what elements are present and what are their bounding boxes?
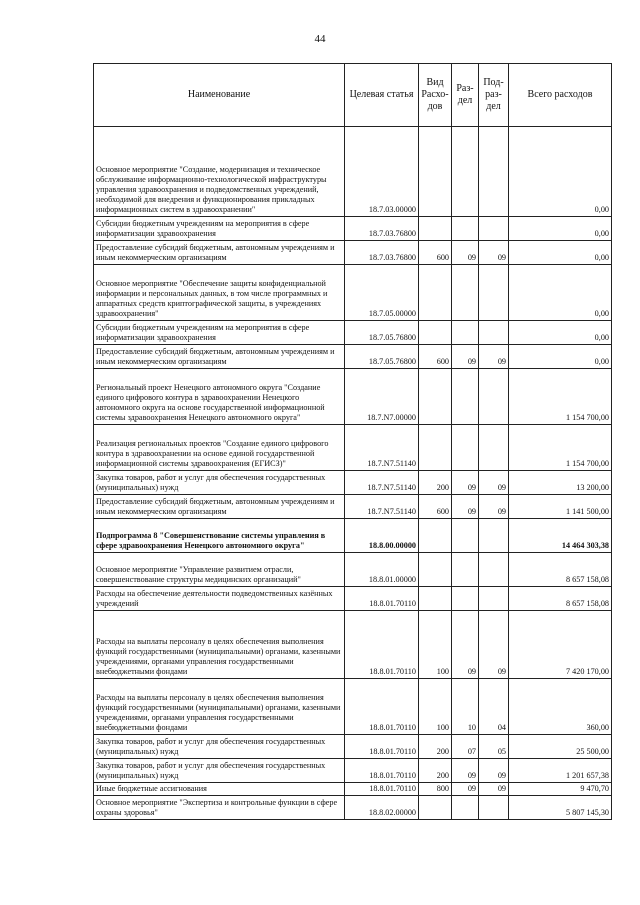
cell-target: 18.7.03.76800	[345, 241, 419, 265]
cell-subsection: 09	[479, 471, 509, 495]
table-row	[94, 425, 612, 471]
cell-section	[452, 321, 479, 345]
cell-subsection	[479, 425, 509, 471]
cell-total: 0,00	[509, 217, 612, 241]
cell-type: 100	[419, 611, 452, 679]
cell-target: 18.7.05.76800	[345, 345, 419, 369]
cell-type: 600	[419, 241, 452, 265]
cell-section	[452, 425, 479, 471]
cell-name: Предоставление субсидий бюджетным, автономным учреждениям и иным некоммерческим организациям	[94, 345, 345, 369]
cell-section	[452, 519, 479, 553]
table-row	[94, 759, 612, 783]
table-row	[94, 127, 612, 217]
cell-total: 7 420 170,00	[509, 611, 612, 679]
cell-subsection	[479, 127, 509, 217]
cell-section: 09	[452, 783, 479, 796]
table-row	[94, 345, 612, 369]
cell-type	[419, 425, 452, 471]
cell-name: Реализация региональных проектов "Создание единого цифрового контура в здравоохранении на основе единой государственной информационной системы здравоохранения (ЕГИСЗ)"	[94, 425, 345, 471]
cell-total: 360,00	[509, 679, 612, 735]
table-row	[94, 519, 612, 553]
cell-name: Субсидии бюджетным учреждениям на мероприятия в сфере информатизации здравоохранения	[94, 321, 345, 345]
cell-name: Региональный проект Ненецкого автономного округа "Создание единого цифрового контура в здравоохранении Ненецкого автономного округа на основе государственной информационной системы здравоохранения Ненецкого автономного округа"	[94, 369, 345, 425]
cell-target: 18.7.N7.51140	[345, 425, 419, 471]
cell-type	[419, 321, 452, 345]
cell-target: 18.8.01.70110	[345, 783, 419, 796]
cell-target: 18.7.05.76800	[345, 321, 419, 345]
header-subsection: Под-раз-дел	[479, 64, 509, 127]
cell-name: Предоставление субсидий бюджетным, автономным учреждениям и иным некоммерческим организациям	[94, 495, 345, 519]
cell-target: 18.8.01.70110	[345, 679, 419, 735]
table-row	[94, 783, 612, 796]
cell-section	[452, 553, 479, 587]
table-header-row	[94, 64, 612, 127]
cell-section: 10	[452, 679, 479, 735]
cell-section	[452, 587, 479, 611]
cell-total: 1 201 657,38	[509, 759, 612, 783]
cell-target: 18.7.N7.00000	[345, 369, 419, 425]
cell-total: 13 200,00	[509, 471, 612, 495]
cell-section: 09	[452, 495, 479, 519]
cell-total: 5 807 145,30	[509, 796, 612, 820]
table-row	[94, 471, 612, 495]
cell-type	[419, 553, 452, 587]
cell-total: 1 154 700,00	[509, 369, 612, 425]
header-target: Целевая статья	[345, 64, 419, 127]
cell-target: 18.8.01.70110	[345, 587, 419, 611]
table-row	[94, 321, 612, 345]
cell-name: Закупка товаров, работ и услуг для обеспечения государственных (муниципальных) нужд	[94, 759, 345, 783]
cell-subsection: 09	[479, 495, 509, 519]
cell-total: 0,00	[509, 321, 612, 345]
cell-section: 09	[452, 471, 479, 495]
cell-name: Основное мероприятие "Управление развитием отрасли, совершенствование структуры медицинских организаций"	[94, 553, 345, 587]
table-row	[94, 265, 612, 321]
cell-section: 09	[452, 611, 479, 679]
page-number: 44	[314, 33, 326, 45]
cell-target: 18.8.01.00000	[345, 553, 419, 587]
table-row	[94, 241, 612, 265]
cell-name: Основное мероприятие "Экспертиза и контрольные функции в сфере охраны здоровья"	[94, 796, 345, 820]
table-row	[94, 611, 612, 679]
cell-section	[452, 265, 479, 321]
table-row	[94, 553, 612, 587]
cell-name: Предоставление субсидий бюджетным, автономным учреждениям и иным некоммерческим организациям	[94, 241, 345, 265]
table-row	[94, 796, 612, 820]
cell-section: 09	[452, 759, 479, 783]
cell-subsection: 04	[479, 679, 509, 735]
cell-subsection	[479, 369, 509, 425]
cell-subsection	[479, 587, 509, 611]
cell-name: Закупка товаров, работ и услуг для обеспечения государственных (муниципальных) нужд	[94, 735, 345, 759]
cell-total: 8 657 158,08	[509, 553, 612, 587]
cell-type: 200	[419, 735, 452, 759]
cell-target: 18.7.N7.51140	[345, 471, 419, 495]
cell-section	[452, 369, 479, 425]
table-body	[94, 127, 612, 820]
cell-target: 18.8.01.70110	[345, 735, 419, 759]
cell-section: 07	[452, 735, 479, 759]
cell-subsection: 09	[479, 759, 509, 783]
cell-target: 18.7.N7.51140	[345, 495, 419, 519]
cell-total: 9 470,70	[509, 783, 612, 796]
cell-section	[452, 796, 479, 820]
budget-table	[93, 63, 612, 820]
cell-total: 25 500,00	[509, 735, 612, 759]
cell-section	[452, 217, 479, 241]
header-total: Всего расходов	[509, 64, 612, 127]
cell-target: 18.7.03.76800	[345, 217, 419, 241]
table-row	[94, 679, 612, 735]
cell-subsection: 09	[479, 345, 509, 369]
header-type: Вид Расхо-дов	[419, 64, 452, 127]
cell-type: 200	[419, 759, 452, 783]
cell-name: Основное мероприятие "Создание, модернизация и техническое обслуживание информационно-технологической инфраструктуры управления здравоохранения и подведомственных учреждений, необходимой для внедрения и функционирования прикладных информационных систем в здравоохранении"	[94, 127, 345, 217]
header-section: Раз-дел	[452, 64, 479, 127]
cell-target: 18.8.02.00000	[345, 796, 419, 820]
cell-name: Расходы на обеспечение деятельности подведомственных казённых учреждений	[94, 587, 345, 611]
cell-subsection	[479, 519, 509, 553]
cell-name: Субсидии бюджетным учреждениям на мероприятия в сфере информатизации здравоохранения	[94, 217, 345, 241]
cell-subsection: 09	[479, 611, 509, 679]
cell-name: Расходы на выплаты персоналу в целях обеспечения выполнения функций государственными (муниципальными) органами, казенными учреждениями, органами управления государственными внебюджетными фондами	[94, 679, 345, 735]
cell-subsection: 09	[479, 241, 509, 265]
header-name: Наименование	[94, 64, 345, 127]
cell-name: Основное мероприятие "Обеспечение защиты конфиденциальной информации и персональных данных, в том числе программных и аппаратных средств криптографической защиты, в учреждениях здравоохранения"	[94, 265, 345, 321]
table-row	[94, 735, 612, 759]
cell-total: 0,00	[509, 127, 612, 217]
cell-type	[419, 369, 452, 425]
cell-target: 18.7.05.00000	[345, 265, 419, 321]
cell-subsection	[479, 265, 509, 321]
cell-type: 200	[419, 471, 452, 495]
cell-type	[419, 265, 452, 321]
cell-type	[419, 587, 452, 611]
cell-type	[419, 796, 452, 820]
cell-target: 18.7.03.00000	[345, 127, 419, 217]
cell-type: 800	[419, 783, 452, 796]
cell-target: 18.8.01.70110	[345, 759, 419, 783]
table-row	[94, 217, 612, 241]
cell-type	[419, 127, 452, 217]
cell-total: 1 154 700,00	[509, 425, 612, 471]
cell-subsection: 05	[479, 735, 509, 759]
cell-section: 09	[452, 241, 479, 265]
cell-total: 8 657 158,08	[509, 587, 612, 611]
cell-subsection	[479, 553, 509, 587]
cell-subsection	[479, 321, 509, 345]
cell-name: Иные бюджетные ассигнования	[94, 783, 345, 796]
cell-section: 09	[452, 345, 479, 369]
cell-total: 0,00	[509, 265, 612, 321]
cell-type: 600	[419, 495, 452, 519]
table-row	[94, 495, 612, 519]
cell-total: 0,00	[509, 241, 612, 265]
cell-total: 1 141 500,00	[509, 495, 612, 519]
cell-type: 600	[419, 345, 452, 369]
table-row	[94, 587, 612, 611]
cell-section	[452, 127, 479, 217]
table-row	[94, 369, 612, 425]
cell-type	[419, 217, 452, 241]
cell-name: Расходы на выплаты персоналу в целях обеспечения выполнения функций государственными (муниципальными) органами, казенными учреждениями, органами управления государственными внебюджетными фондами	[94, 611, 345, 679]
cell-name: Закупка товаров, работ и услуг для обеспечения государственных (муниципальных) нужд	[94, 471, 345, 495]
cell-total: 14 464 303,38	[509, 519, 612, 553]
cell-target: 18.8.01.70110	[345, 611, 419, 679]
cell-subsection	[479, 217, 509, 241]
cell-name: Подпрограмма 8 "Совершенствование системы управления в сфере здравоохранения Ненецкого автономного округа"	[94, 519, 345, 553]
cell-type	[419, 519, 452, 553]
cell-subsection: 09	[479, 783, 509, 796]
cell-total: 0,00	[509, 345, 612, 369]
cell-type: 100	[419, 679, 452, 735]
cell-target: 18.8.00.00000	[345, 519, 419, 553]
cell-subsection	[479, 796, 509, 820]
